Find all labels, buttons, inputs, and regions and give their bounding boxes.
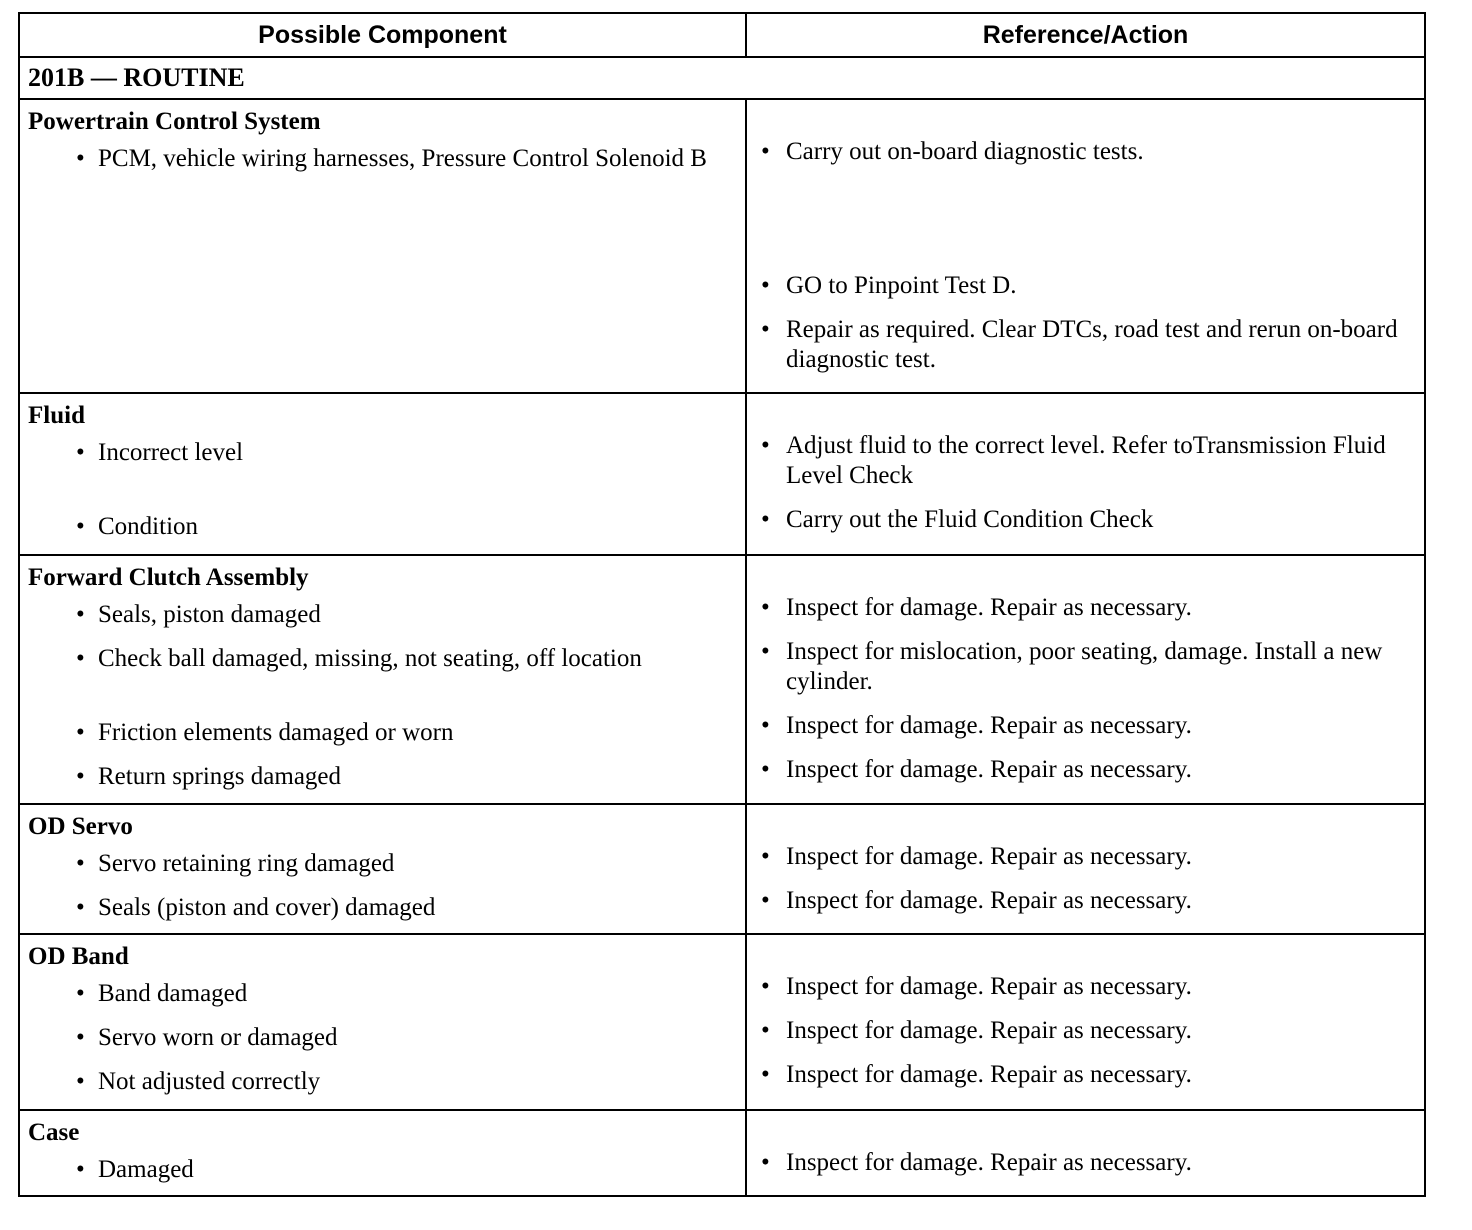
group-row xyxy=(19,934,1425,1110)
component-item: • Servo retaining ring damaged xyxy=(20,849,745,879)
component-cell xyxy=(19,804,746,934)
action-item: • Inspect for damage. Repair as necessary. xyxy=(747,755,1424,785)
group-row xyxy=(19,555,1425,804)
action-item: • Repair as required. Clear DTCs, road test and rerun on-board diagnostic test. xyxy=(747,315,1424,375)
group-row xyxy=(19,804,1425,934)
action-cell xyxy=(746,99,1425,393)
component-item: • Incorrect level xyxy=(20,438,745,468)
section-row xyxy=(19,57,1425,99)
diagnostic-table xyxy=(18,12,1426,1197)
component-item: • Return springs damaged xyxy=(20,762,745,792)
component-cell xyxy=(19,393,746,555)
group-title: Forward Clutch Assembly xyxy=(28,564,309,591)
action-item: • Inspect for damage. Repair as necessary. xyxy=(747,1148,1424,1178)
component-item: • Check ball damaged, missing, not seating, off location xyxy=(20,644,745,674)
component-cell xyxy=(19,934,746,1110)
component-cell xyxy=(19,1110,746,1196)
component-cell xyxy=(19,99,746,393)
action-item: • Adjust fluid to the correct level. Refer toTransmission Fluid Level Check xyxy=(747,431,1424,491)
group-row xyxy=(19,393,1425,555)
component-item: • Seals, piston damaged xyxy=(20,600,745,630)
action-cell xyxy=(746,934,1425,1110)
group-title: Powertrain Control System xyxy=(28,108,321,135)
component-cell xyxy=(19,555,746,804)
section-title: 201B — ROUTINE xyxy=(28,63,245,92)
component-item: • Friction elements damaged or worn xyxy=(20,718,745,748)
component-item: • Not adjusted correctly xyxy=(20,1067,745,1097)
action-cell xyxy=(746,804,1425,934)
action-item: • Inspect for damage. Repair as necessary. xyxy=(747,711,1424,741)
component-item: • Condition xyxy=(20,512,745,542)
action-item: • Inspect for damage. Repair as necessary. xyxy=(747,886,1424,916)
action-cell xyxy=(746,393,1425,555)
action-cell xyxy=(746,1110,1425,1196)
action-item: • Inspect for damage. Repair as necessary. xyxy=(747,842,1424,872)
component-item: • Seals (piston and cover) damaged xyxy=(20,893,745,923)
action-item: • Inspect for damage. Repair as necessary. xyxy=(747,1060,1424,1090)
group-title: OD Band xyxy=(28,943,129,970)
group-row xyxy=(19,99,1425,393)
action-item: • Carry out on-board diagnostic tests. xyxy=(747,137,1424,167)
action-item: • GO to Pinpoint Test D. xyxy=(747,271,1424,301)
action-item: • Inspect for mislocation, poor seating, damage. Install a new cylinder. xyxy=(747,637,1424,697)
component-item: • Damaged xyxy=(20,1155,745,1185)
group-title: Case xyxy=(28,1119,80,1146)
action-item: • Carry out the Fluid Condition Check xyxy=(747,505,1424,535)
header-row xyxy=(19,13,1425,57)
column-header-action: Reference/Action xyxy=(746,13,1425,57)
component-item: • Band damaged xyxy=(20,979,745,1009)
group-title: OD Servo xyxy=(28,813,133,840)
action-item: • Inspect for damage. Repair as necessary. xyxy=(747,972,1424,1002)
action-item: • Inspect for damage. Repair as necessary. xyxy=(747,593,1424,623)
column-header-component: Possible Component xyxy=(19,13,746,57)
action-cell xyxy=(746,555,1425,804)
component-item: • PCM, vehicle wiring harnesses, Pressure Control Solenoid B xyxy=(20,144,745,174)
action-item: • Inspect for damage. Repair as necessary. xyxy=(747,1016,1424,1046)
component-item: • Servo worn or damaged xyxy=(20,1023,745,1053)
group-title: Fluid xyxy=(28,402,85,429)
group-row xyxy=(19,1110,1425,1196)
diagnostic-table-page xyxy=(18,12,1424,1197)
